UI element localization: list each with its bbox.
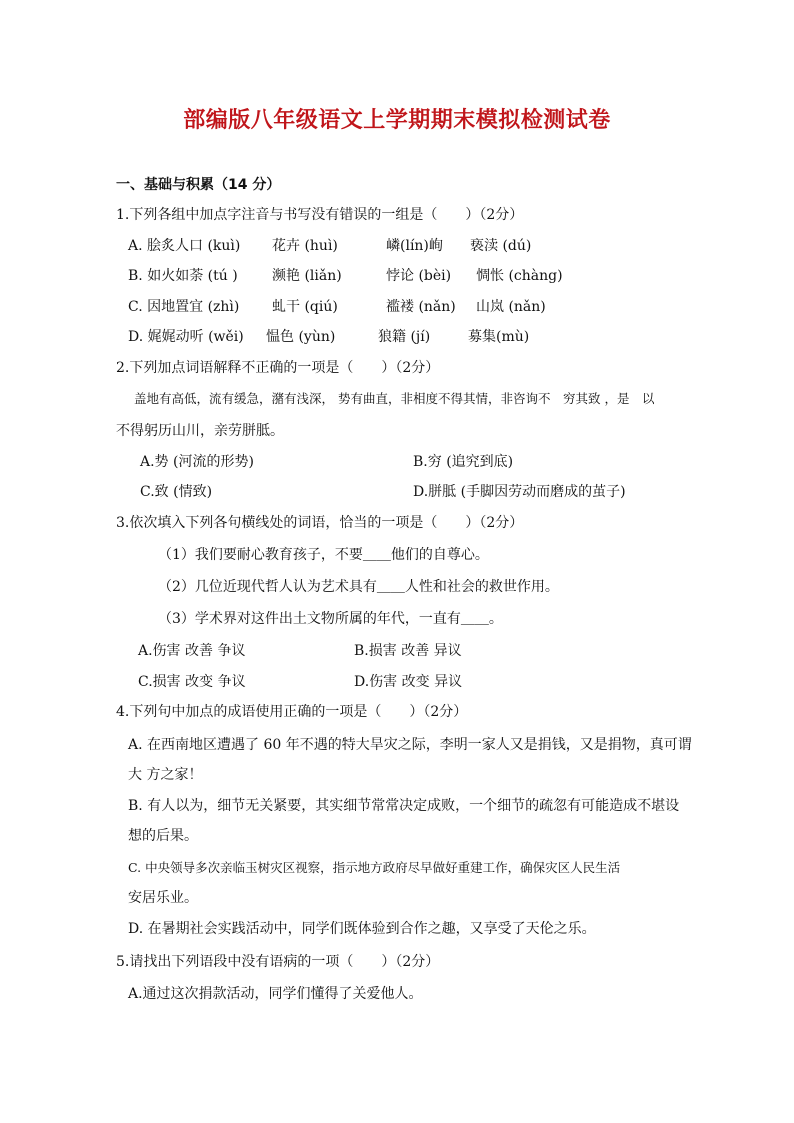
option-b-line-2: 想的后果。 [128,828,198,844]
question-4-stem: 4.下列句中加点的成语使用正确的一项是（ ）（2分） [116,704,468,720]
option-a-word-1: A. 脍炙人口 (kuì) [128,238,241,254]
option-c-line-1: C. 中央领导多次亲临玉树灾区视察，指示地方政府尽早做好重建工作，确保灾区人民生活 [128,860,621,875]
option-d-word-3: 狼籍 (jí) [378,329,431,345]
option-d-word-2: 愠色 (yùn) [266,329,336,345]
option-a-line-2: 大 方之家！ [128,767,203,783]
option-c-line-2: 安居乐业。 [128,890,198,906]
option-c: C.致 (情致) [140,484,213,500]
question-2-stem: 2.下列加点词语解释不正确的一项是（ ）（2分） [116,360,440,376]
question-2-passage-line-2: 不得躬历山川，亲劳胼胝。 [116,423,284,439]
option-c-word-4: 山岚 (nǎn) [476,299,546,315]
option-d-line-1: D. 在暑期社会实践活动中，同学们既体验到合作之趣，又享受了天伦之乐。 [128,921,596,937]
option-d-word-4: 募集(mù) [468,329,530,345]
option-a-line-1: A. 在西南地区遭遇了 60 年不遇的特大旱灾之际，李明一家人又是捐钱，又是捐物，真可谓 [128,737,692,753]
option-b-word-4: 惆怅 (chàng) [476,268,563,284]
option-a: A.势 (河流的形势) [140,454,254,470]
question-3-sentence-1: （1）我们要耐心教育孩子，不要＿＿他们的自尊心。 [158,547,489,563]
section-heading: 一、基础与积累（14 分） [116,177,281,193]
option-d: D.伤害 改变 异议 [354,674,463,690]
option-a: A.伤害 改善 争议 [138,643,246,659]
option-b-word-2: 濒艳 (liǎn) [272,268,342,284]
option-d-word-1: D. 娓娓动听 (wěi) [128,329,244,345]
option-c-word-2: 虬干 (qiú) [272,299,338,315]
question-3-sentence-3: （3）学术界对这件出土文物所属的年代，一直有＿＿。 [158,611,503,627]
option-c: C.损害 改变 争议 [138,674,246,690]
question-5-option-a: A.通过这次捐款活动，同学们懂得了关爱他人。 [128,986,423,1002]
option-b-word-1: B. 如火如荼 (tú ) [128,268,238,284]
question-5-stem: 5.请找出下列语段中没有语病的一项（ ）（2分） [116,954,440,970]
option-b-line-1: B. 有人以为，细节无关紧要，其实细节常常决定成败，一个细节的疏忽有可能造成不堪设 [128,798,680,814]
question-2-passage-line-1: 盖地有高低，流有缓急，潴有浅深， 势有曲直，非相度不得其情，非咨询不 穷其致 ，是 以 [134,391,655,406]
option-b: B.损害 改善 异议 [354,643,462,659]
question-1-stem: 1.下列各组中加点字注音与书写没有错误的一组是（ ）（2分） [116,207,524,223]
option-b-word-3: 悖论 (bèi) [386,268,452,284]
option-c-word-1: C. 因地置宜 (zhì) [128,299,240,315]
option-a-word-3: 嶙(lín)峋 [386,238,443,254]
option-c-word-3: 褴褛 (nǎn) [386,299,456,315]
option-d: D.胼胝 (手脚因劳动而磨成的茧子) [413,484,626,500]
option-b: B.穷 (追究到底) [413,454,514,470]
option-a-word-4: 亵渎 (dú) [470,238,532,254]
option-a-word-2: 花卉 (huì) [272,238,338,254]
page-title: 部编版八年级语文上学期期末模拟检测试卷 [183,108,611,133]
question-3-stem: 3.依次填入下列各句横线处的词语，恰当的一项是（ ）（2分） [116,515,524,531]
question-3-sentence-2: （2）几位近现代哲人认为艺术具有＿＿人性和社会的救世作用。 [158,579,559,595]
